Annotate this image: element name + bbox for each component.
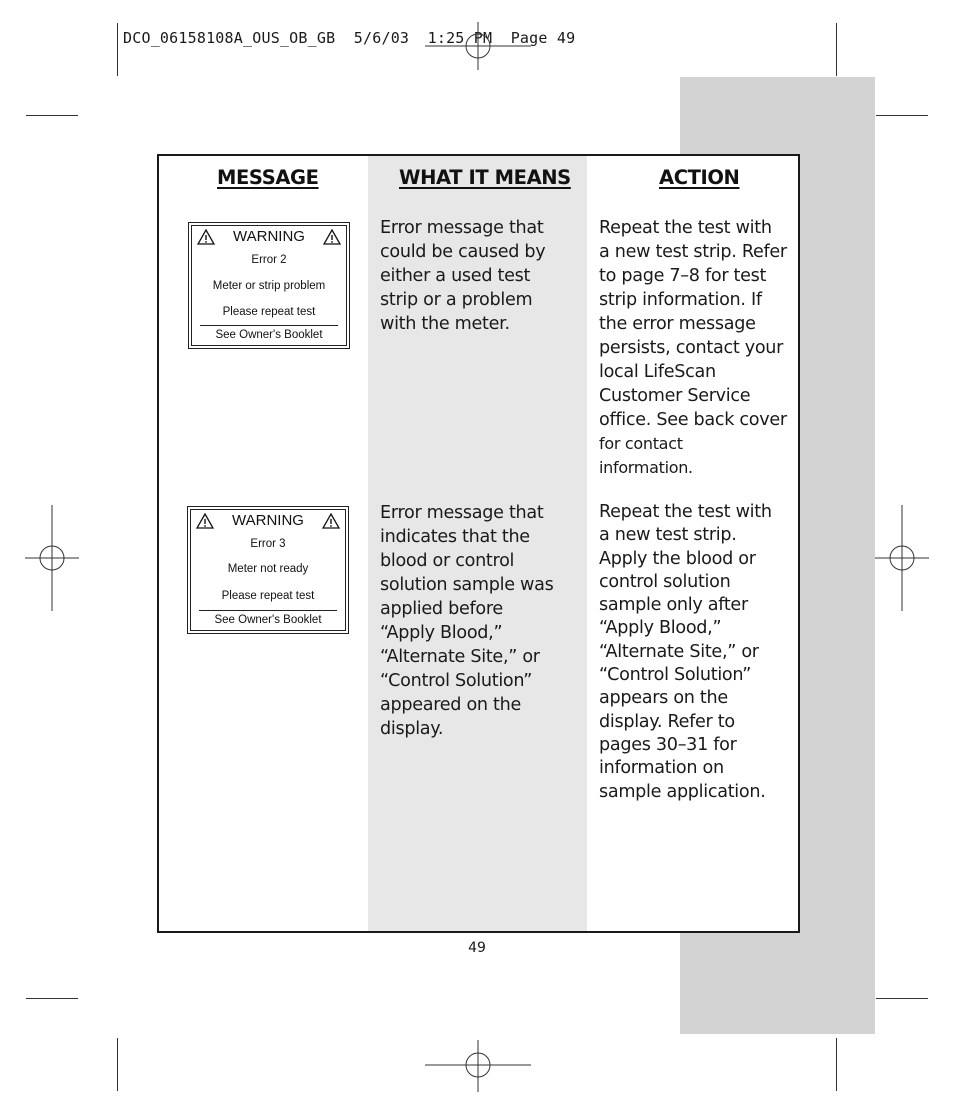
- text-line: applied before: [380, 599, 503, 619]
- warning-line: Meter not ready: [227, 563, 309, 575]
- text-line: indicates that the: [380, 527, 530, 547]
- text-line: office. See back cover: [599, 410, 787, 430]
- registration-mark-icon: [425, 22, 531, 70]
- text-line: a new test strip. Refer: [599, 242, 787, 262]
- text-line: a new test strip.: [599, 525, 737, 546]
- warning-title: WARNING: [232, 512, 304, 529]
- crop-mark: [117, 23, 118, 76]
- crop-mark: [26, 115, 78, 116]
- crop-mark: [26, 998, 78, 999]
- warning-line: Error 3: [250, 538, 286, 550]
- warning-screen-error-3: [187, 506, 349, 634]
- warning-line: Meter or strip problem: [212, 280, 326, 292]
- text-line: strip information. If: [599, 290, 762, 310]
- crop-mark: [876, 998, 928, 999]
- text-line: either a used test: [380, 266, 531, 286]
- text-line: “Control Solution”: [380, 671, 533, 691]
- text-line: local LifeScan: [599, 362, 716, 382]
- text-line: control solution: [599, 571, 731, 592]
- crop-mark: [836, 23, 837, 76]
- warning-screen-error-2: [188, 222, 350, 349]
- print-slug: DCO_06158108A_OUS_OB_GB 5/6/03 1:25 PM Page 49: [123, 29, 576, 47]
- text-line: the error message: [599, 314, 756, 334]
- text-line: with the meter.: [380, 314, 510, 334]
- text-line: could be caused by: [380, 242, 546, 262]
- warning-footer: See Owner's Booklet: [214, 614, 322, 626]
- text-line: blood or control: [380, 551, 515, 571]
- warning-footer: See Owner's Booklet: [215, 329, 323, 341]
- text-line: solution sample was: [380, 575, 554, 595]
- text-line: for contact: [599, 434, 683, 453]
- text-line: “Apply Blood,”: [599, 618, 722, 639]
- registration-mark-icon: [875, 505, 929, 611]
- text-line: persists, contact your: [599, 338, 784, 358]
- text-line: display. Refer to: [599, 711, 735, 732]
- warning-line: Please repeat test: [221, 590, 315, 602]
- text-line: Customer Service: [599, 386, 751, 406]
- crop-mark: [117, 1038, 118, 1091]
- page-number: 49: [468, 940, 486, 956]
- text-line: sample only after: [599, 595, 748, 616]
- crop-mark: [836, 1038, 837, 1091]
- warning-triangle-icon: [323, 229, 341, 245]
- text-line: “Apply Blood,”: [380, 623, 503, 643]
- text-line: Repeat the test with: [599, 218, 772, 238]
- text-line: display.: [380, 719, 444, 739]
- warning-line: Please repeat test: [222, 306, 316, 318]
- meaning-text-error-2: [380, 216, 545, 336]
- warning-triangle-icon: [196, 513, 214, 529]
- meaning-text-error-3: [380, 501, 553, 741]
- warning-triangle-icon: [197, 229, 215, 245]
- text-line: information.: [599, 458, 693, 477]
- text-line: “Alternate Site,” or: [380, 647, 540, 667]
- text-line: Repeat the test with: [599, 502, 772, 522]
- warning-triangle-icon: [322, 513, 340, 529]
- warning-title: WARNING: [233, 228, 305, 245]
- text-line: “Control Solution”: [599, 665, 752, 686]
- header-what-it-means: WHAT IT MEANS: [399, 166, 571, 189]
- text-line: Error message that: [380, 218, 544, 238]
- text-line: pages 30–31 for: [599, 734, 737, 755]
- warning-line: Error 2: [251, 254, 287, 266]
- crop-mark: [876, 115, 928, 116]
- text-line: sample application.: [599, 781, 766, 802]
- text-line: strip or a problem: [380, 290, 533, 310]
- text-line: appeared on the: [380, 695, 522, 715]
- text-line: Error message that: [380, 503, 544, 523]
- action-text-error-2: [599, 216, 787, 480]
- registration-mark-icon: [25, 505, 79, 611]
- text-line: information on: [599, 758, 724, 779]
- header-action: ACTION: [659, 166, 740, 189]
- text-line: “Alternate Site,” or: [599, 641, 759, 662]
- error-message-table: [157, 154, 800, 933]
- text-line: to page 7–8 for test: [599, 266, 767, 286]
- header-message: MESSAGE: [217, 166, 319, 189]
- action-text-error-3: [599, 501, 772, 804]
- registration-mark-icon: [425, 1040, 531, 1092]
- text-line: Apply the blood or: [599, 548, 756, 569]
- text-line: appears on the: [599, 688, 728, 709]
